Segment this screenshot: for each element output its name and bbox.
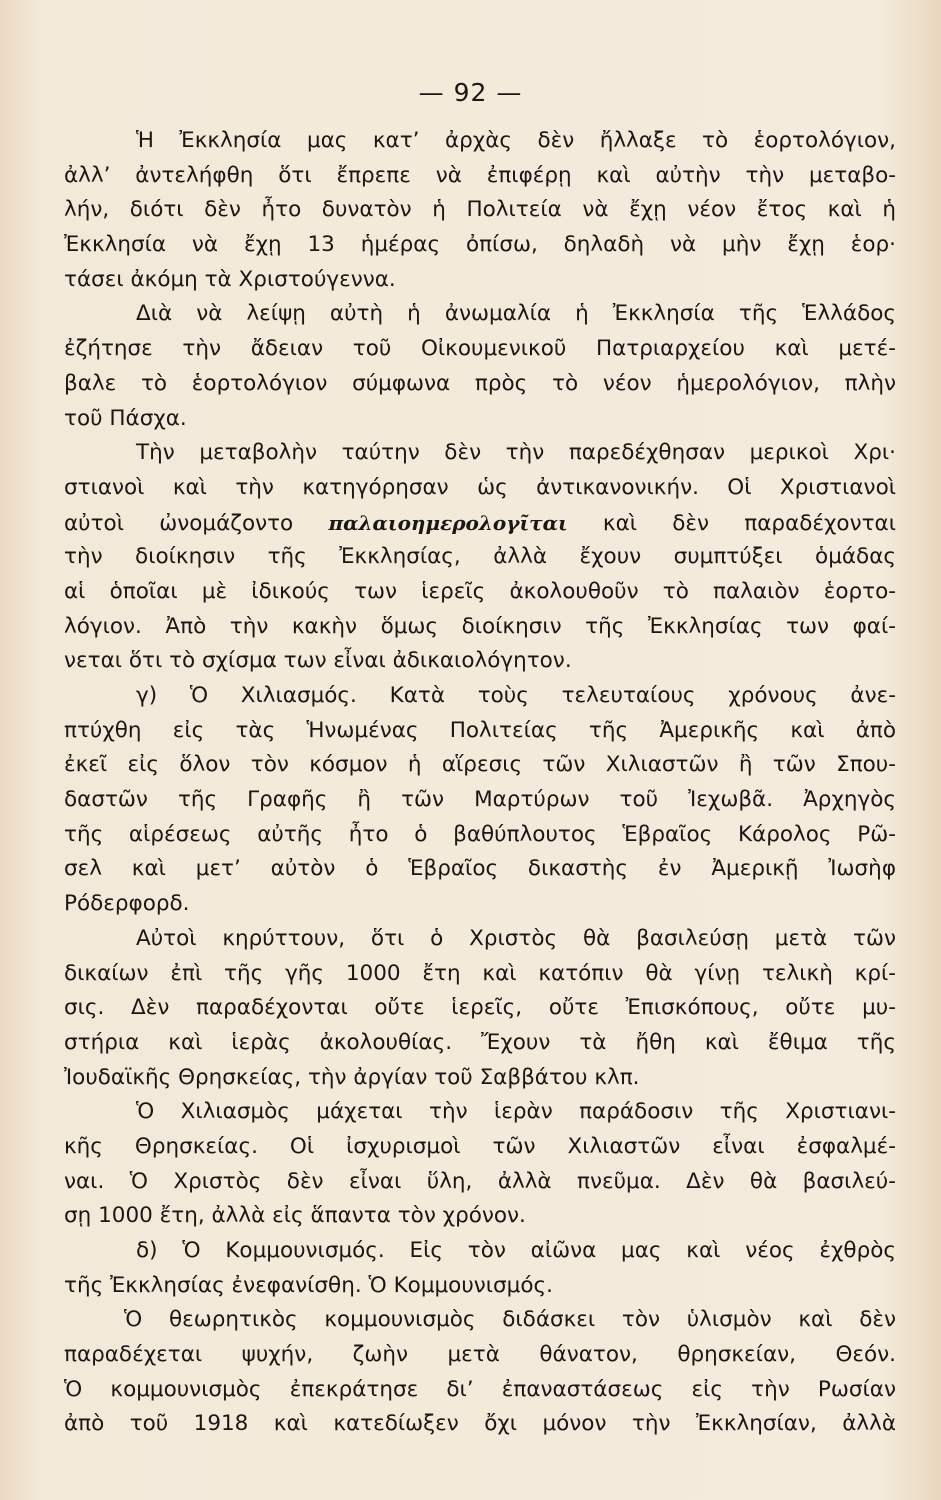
- text-line: σελ καὶ μετ’ αὐτὸν ὁ Ἑβραῖος δικαστὴς ἐν Ἀμερικῇ Ἰωσὴφ: [64, 856, 896, 882]
- text-line: σις. Δὲν παραδέχονται οὔτε ἱερεῖς, οὔτε Ἐπισκόπους, οὔτε μυ-: [64, 995, 896, 1021]
- text-line: τάσει ἀκόμη τὰ Χριστούγεννα.: [64, 266, 396, 292]
- text-line: κῆς Θρησκείας. Οἱ ἰσχυρισμοὶ τῶν Χιλιαστῶν εἶναι ἐσφαλμέ-: [64, 1133, 896, 1159]
- text-line: Ὁ κομμουνισμὸς ἐπεκράτησε δι’ ἐπαναστάσεως εἰς τὴν Ρωσίαν: [64, 1376, 896, 1402]
- text-line: δαστῶν τῆς Γραφῆς ἢ τῶν Μαρτύρων τοῦ Ἰεχωβᾶ. Ἀρχηγὸς: [64, 787, 896, 813]
- text-fragment: αὐτοὶ ὠνομάζοντο: [64, 510, 329, 536]
- text-line: ἐκεῖ εἰς ὅλον τὸν κόσμον ἡ αἵρεσις τῶν Χιλιαστῶν ἢ τῶν Σπου-: [64, 752, 896, 778]
- text-line: ἀπὸ τοῦ 1918 καὶ κατεδίωξεν ὄχι μόνον τὴν Ἐκκλησίαν, ἀλλὰ: [64, 1411, 896, 1437]
- text-line: στιανοὶ καὶ τὴν κατηγόρησαν ὡς ἀντικανονικήν. Οἱ Χριστιανοὶ: [64, 474, 896, 500]
- text-line: πτύχθη εἰς τὰς Ἡνωμένας Πολιτείας τῆς Ἀμερικῆς καὶ ἀπὸ: [64, 717, 896, 743]
- text-line: τῆς αἱρέσεως αὐτῆς ἦτο ὁ βαθύπλουτος Ἑβραῖος Κάρολος Ρῶ-: [64, 821, 896, 847]
- text-line: Τὴν μεταβολὴν ταύτην δὲν τὴν παρεδέχθησαν μερικοὶ Χρι·: [136, 440, 896, 466]
- text-line: λήν, διότι δὲν ἦτο δυνατὸν ἡ Πολιτεία νὰ ἔχῃ νέον ἔτος καὶ ἡ: [64, 197, 896, 223]
- text-line: [64, 506, 896, 541]
- text-line: γ) Ὁ Χιλιασμός. Κατὰ τοὺς τελευταίους χρόνους ἀνε-: [136, 683, 896, 708]
- text-line: νεται ὅτι τὸ σχίσμα των εἶναι ἀδικαιολόγητον.: [64, 648, 572, 674]
- text-line: στήρια καὶ ἱερὰς ἀκολουθίας. Ἔχουν τὰ ἤθη καὶ ἔθιμα τῆς: [64, 1029, 896, 1055]
- text-line: ἐζήτησε τὴν ἄδειαν τοῦ Οἰκουμενικοῦ Πατριαρχείου καὶ μετέ-: [64, 336, 896, 362]
- text-line: ἀλλ’ ἀντελήφθη ὅτι ἔπρεπε νὰ ἐπιφέρῃ καὶ αὐτὴν τὴν μεταβο-: [64, 162, 896, 188]
- text-line: ναι. Ὁ Χριστὸς δὲν εἶναι ὕλη, ἀλλὰ πνεῦμα. Δὲν θὰ βασιλεύ-: [64, 1168, 896, 1194]
- text-line: λόγιον. Ἀπὸ τὴν κακὴν ὅμως διοίκησιν τῆς Ἐκκλησίας των φαί-: [64, 613, 896, 639]
- text-line: Διὰ νὰ λείψῃ αὐτὴ ἡ ἀνωμαλία ἡ Ἐκκλησία τῆς Ἑλλάδος: [136, 301, 896, 327]
- text-line: τοῦ Πάσχα.: [64, 405, 187, 431]
- text-line: Ἰουδαϊκῆς Θρησκείας, τὴν ἀργίαν τοῦ Σαββάτου κλπ.: [64, 1064, 640, 1090]
- text-line: τὴν διοίκησιν τῆς Ἐκκλησίας, ἀλλὰ ἔχουν συμπτύξει ὁμάδας: [64, 544, 896, 570]
- text-line: παραδέχεται ψυχήν, ζωὴν μετὰ θάνατον, θρησκείαν, Θεόν.: [64, 1342, 896, 1368]
- text-line: τῆς Ἐκκλησίας ἐνεφανίσθη. Ὁ Κομμουνισμός.: [64, 1272, 553, 1298]
- text-line: δ) Ὁ Κομμουνισμός. Εἰς τὸν αἰῶνα μας καὶ νέος ἐχθρὸς: [136, 1238, 896, 1263]
- text-line: αἱ ὁποῖαι μὲ ἰδικούς των ἱερεῖς ἀκολουθοῦν τὸ παλαιὸν ἑορτο-: [64, 578, 896, 604]
- text-fragment: καὶ δὲν παραδέχονται: [567, 510, 896, 536]
- text-line: Ρόδερφορδ.: [64, 891, 190, 917]
- body-text: [64, 124, 896, 1442]
- text-line: βαλε τὸ ἑορτολόγιον σύμφωνα πρὸς τὸ νέον ἡμερολόγιον, πλὴν: [64, 370, 896, 396]
- page-number: — 92 —: [418, 78, 523, 107]
- text-line: σῃ 1000 ἔτη, ἀλλὰ εἰς ἅπαντα τὸν χρόνον.: [64, 1203, 526, 1229]
- text-line: Ἐκκλησία νὰ ἔχῃ 13 ἡμέρας ὀπίσω, δηλαδὴ νὰ μὴν ἔχῃ ἑορ·: [64, 232, 896, 258]
- text-line: δικαίων ἐπὶ τῆς γῆς 1000 ἔτη καὶ κατόπιν θὰ γίνῃ τελικὴ κρί-: [64, 960, 896, 986]
- text-line: Ἡ Ἐκκλησία μας κατ’ ἀρχὰς δὲν ἤλλαξε τὸ ἑορτολόγιον,: [136, 128, 896, 153]
- text-line: Αὐτοὶ κηρύττουν, ὅτι ὁ Χριστὸς θὰ βασιλεύσῃ μετὰ τῶν: [136, 925, 896, 951]
- emphasized-term: παλαιοημερολογῖται: [328, 510, 568, 535]
- text-line: Ὁ θεωρητικὸς κομμουνισμὸς διδάσκει τὸν ὑλισμὸν καὶ δὲν: [124, 1307, 896, 1333]
- text-line: Ὁ Χιλιασμὸς μάχεται τὴν ἱερὰν παράδοσιν τῆς Χριστιανι-: [136, 1099, 896, 1125]
